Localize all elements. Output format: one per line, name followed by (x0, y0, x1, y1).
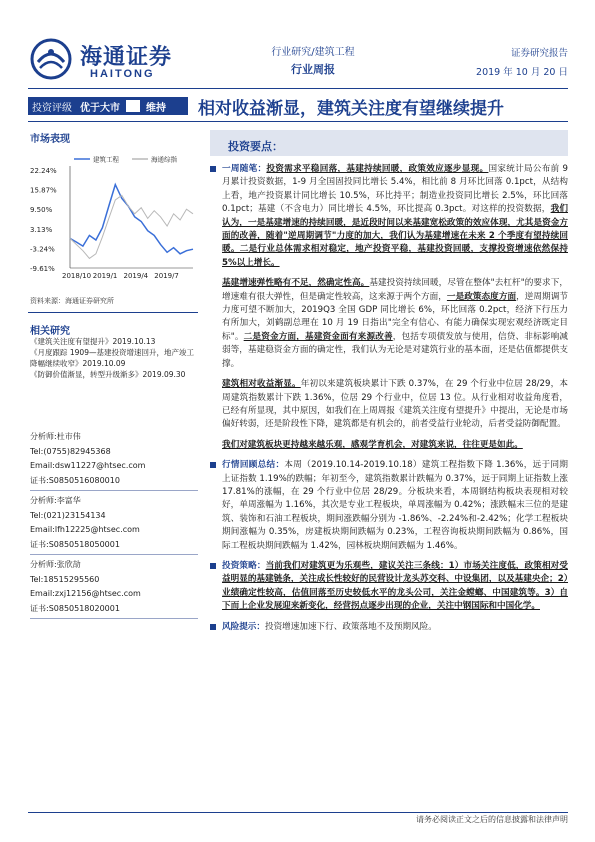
point-outlook: 我们对建筑板块更持越来越乐观，感观学育机会，对建筑来说，往往更是如此。 (222, 439, 523, 450)
x-tick-label: 2018/10 (62, 272, 92, 280)
bullet-square-icon (210, 462, 216, 468)
legend-label: 海通综指 (151, 155, 177, 164)
page-title: 相对收益渐显，建筑关注度有望继续提升 (198, 99, 504, 119)
analyst-card (30, 558, 198, 619)
x-tick-label: 2019/1 (92, 272, 118, 280)
rating-label: 投资评级 (32, 102, 72, 114)
header-divider (28, 88, 568, 89)
analyst-email[interactable]: Email:dsw11227@htsec.com (30, 461, 146, 470)
rating-status: 维持 (146, 102, 166, 114)
y-tick-label: 9.50% (30, 206, 53, 215)
related-item[interactable]: 《月度跟踪 1909—基建投资增速回升，地产竣工降幅继续收窄》2019.10.09 (30, 348, 194, 368)
point-market-review: 行情回顾总结：本周（2019.10.14-2019.10.18）建筑工程指数下降 1.36%，远于同期上证指数 1.19%的跌幅；年初至今，建筑指数累计跌幅为 0.37%，远于同期上证指数上涨 17.81%的涨幅，在 29 个行业中位居 28/29。分板块来看，本周钢结构板块表现相对较好，单周涨幅为 1.16%，其次是专业工程板块，单周涨幅为 0.42%；涨跌幅末三位的是建筑、装饰和石油工程板块，期间涨跌幅分别为 -1.86%、-2.24%和-2.42%；化学工程板块期间涨幅为 0.35%，房建板块期间跌幅为 0.23%，工程咨询板块期间跌幅为 0.86%，国际工程板块期间跌幅为 1.42%，园林板块期间跌幅为 1.46%。 (222, 459, 568, 553)
y-tick-label: -3.24% (30, 245, 55, 254)
point-strategy: 投资策略：当前我们对建筑更为乐观些，建议关注三条线：1）市场关注度低，政策相对受益明显的基建链条，关注成长性较好的民营设计龙头苏交科、中设集团，以及基建央企；2）业绩确定性较高，估值回落至历史较低水平的龙头公司，关注金螳螂、中国建筑等。3）自下而上企业发展迎来新变化，经营拐点逐步出现的企业，关注中钢国际和中国化学。 (222, 560, 568, 614)
header-right (460, 44, 568, 82)
bullet-square-icon (210, 166, 216, 172)
report-kind: 证券研究报告 (510, 48, 568, 59)
analyst-cert: 证书:S0850518020001 (30, 603, 120, 613)
analyst-email[interactable]: Email:zxj12156@htsec.com (30, 589, 141, 598)
related-list (30, 336, 198, 380)
related-item[interactable]: 《建筑关注度有望提升》2019.10.13 (30, 337, 156, 346)
left-divider (28, 312, 198, 313)
points-body (222, 163, 568, 641)
analyst-card (30, 494, 198, 555)
point-relative-return: 建筑相对收益渐显。年初以来建筑板块累计下跌 0.37%，在 29 个行业中位居 28/29，本周建筑指数累计下跌 1.36%，位居 29 个行业中，位居 13 位。从行业相对收益角度看，已经有所显现，其中原因，如我们在上周周报《建筑关注度有望提升》中提出，无论是市场偏好转弱，还是阶段性下降，建筑都是有机会的，前者受益行业轮动，后者受益防御配置。 (222, 379, 568, 430)
title-divider (28, 121, 568, 122)
analyst-email[interactable]: Email:lfh12225@htsec.com (30, 525, 140, 534)
analyst-name: 分析师:李富华 (30, 496, 81, 505)
analyst-tel: Tel:(0755)82945368 (30, 446, 111, 456)
point-weekly: 一周随笔：投资需求平稳回落，基建持续回暖，政策效应逐步显现。国家统计局公布前 9 月累计投资数据，1-9 月全国固投同比增长 5.4%，相比前 8 月环比回落 0.1pct，从结构上看，地产投资累计同比增长 10.5%，环比持平；制造业投资同比增长 2.5%，环比回落 0.1pct；基建（不含电力）同比增长 4.5%，环比提高 0.3pct。对这样的投资数据，我们认为，一是基建增速的持续回暖，是近段时间以来基建宽松政策的效应体现，尤其是资金方面的改善，随着"逆周期调节"力度的加大，我们认为基建增速在未来 2 个季度有望持续回暖。二是行业总体需求相对稳定，地产投资平稳，基建投资回暖，支撑投资增速依然保持 5%以上增长。 (222, 163, 568, 270)
rating-bar (28, 97, 188, 115)
y-tick-label: 22.24% (30, 167, 57, 175)
analyst-tel: Tel:18515295560 (30, 574, 100, 584)
related-item[interactable]: 《防御价值渐显，转型升级渐多》2019.09.30 (30, 370, 186, 379)
bullet-square-icon (210, 624, 216, 630)
legend-label: 建筑工程 (93, 155, 119, 164)
point-infrastructure: 基建增速弹性略有不足，然确定性高。基建投资持续回暖，尽管在整体"去杠杆"的要求下，增速难有很大弹性，但是确定性较高，这来源于两个方面，一是政策态度方面，逆周期调节力度可望不断加大，2019Q3 全国 GDP 同比增长 6%，环比回落 0.2pct，经济下行压力有所加大，刘鹤副总理在 10 月 19 日指出"完全有信心、有能力确保实现宏观经济既定目标"。二是资金方面，基建资金面有来源改善，包括专项债发放与使用，信贷、非标影响减弱等，基建稳资金方面的确定性，我们认为无论是对建筑行业的基本面，还是估值都提供支撑。 (222, 278, 568, 369)
market-section-title: 市场表现 (30, 134, 70, 145)
report-type: 行业周报 (291, 63, 335, 76)
x-tick-label: 2019/4 (123, 272, 149, 280)
analyst-list (30, 430, 198, 622)
logo-chinese-text: 海通证券 (80, 44, 173, 70)
report-category: 行业研究/建筑工程 (271, 47, 355, 58)
y-tick-label: 3.13% (30, 225, 53, 234)
bullet-square-icon (210, 563, 216, 569)
header-center (258, 44, 368, 78)
rating-separator (126, 100, 140, 112)
analyst-cert: 证书:S0850516080010 (30, 475, 120, 485)
analyst-card (30, 430, 198, 491)
analyst-name: 分析师:杜市伟 (30, 432, 81, 441)
y-tick-label: -9.61% (30, 265, 55, 273)
related-section-title: 相关研究 (30, 326, 70, 337)
series-line (70, 185, 193, 254)
footer-disclaimer: 请务必阅读正文之后的信息披露和法律声明 (416, 815, 568, 824)
y-tick-label: 15.87% (30, 186, 57, 195)
report-date: 2019 年 10 月 20 日 (476, 67, 568, 78)
analyst-tel: Tel:(021)23154134 (30, 510, 106, 520)
analyst-name: 分析师:张欣劼 (30, 560, 81, 569)
footer-divider (28, 812, 568, 813)
chart-source: 资料来源：海通证券研究所 (30, 297, 114, 305)
haitong-logo-icon (30, 38, 72, 80)
x-tick-label: 2019/7 (154, 272, 179, 280)
market-performance-chart (28, 150, 198, 290)
analyst-cert: 证书:S0850518050001 (30, 539, 120, 549)
point-risk: 风险提示：投资增速加速下行、政策落地不及预期风险。 (222, 621, 568, 634)
logo-english-text: HAITONG (90, 68, 155, 80)
points-section-title: 投资要点： (228, 140, 283, 153)
rating-value: 优于大市 (80, 102, 120, 114)
